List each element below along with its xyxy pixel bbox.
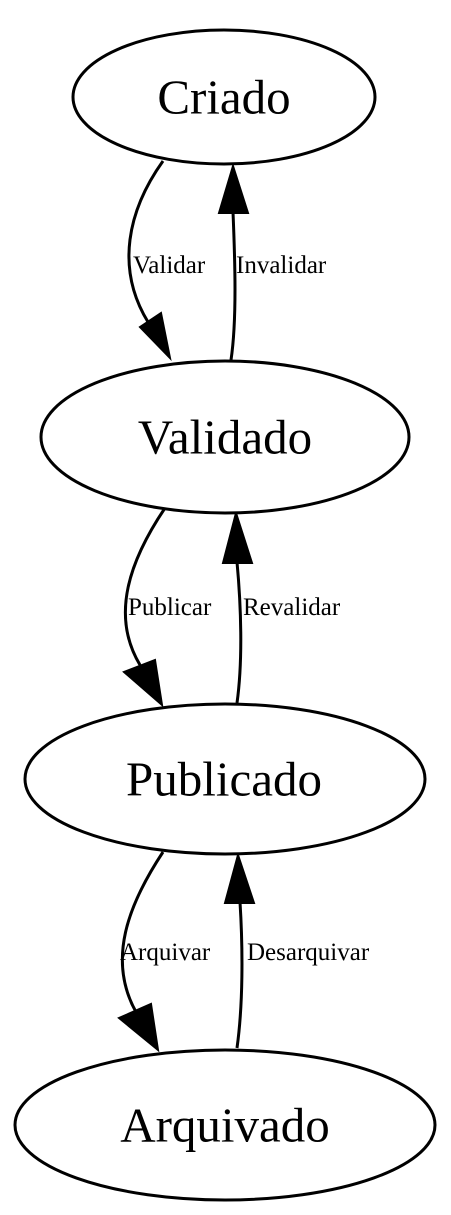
edge-arquivar-label: Arquivar (120, 939, 211, 966)
state-node-arquivado (15, 1050, 435, 1200)
edge-desarquivar-label: Desarquivar (247, 939, 370, 966)
edge-desarquivar-arrowhead (225, 855, 254, 903)
edge-publicar-label: Publicar (128, 594, 212, 621)
edge-arquivar (119, 852, 211, 1050)
edge-invalidar-label: Invalidar (236, 252, 327, 279)
edge-validar (129, 161, 206, 358)
edge-invalidar (219, 166, 327, 360)
edge-validar-arrowhead (140, 313, 170, 358)
state-node-publicado (25, 704, 425, 854)
edge-desarquivar-line (237, 902, 242, 1048)
state-criado-label: Criado (157, 69, 291, 125)
edge-arquivar-line (122, 852, 163, 1012)
edge-publicar-arrowhead (124, 660, 162, 705)
state-arquivado-label: Arquivado (120, 1097, 330, 1153)
state-node-criado (73, 30, 375, 164)
edge-revalidar-arrowhead (223, 513, 252, 563)
edge-validar-line (129, 161, 163, 322)
state-publicado-label: Publicado (126, 751, 322, 807)
edge-revalidar-line (237, 562, 241, 703)
edge-validar-label: Validar (133, 252, 206, 279)
edge-arquivar-arrowhead (119, 1004, 158, 1050)
edge-invalidar-arrowhead (219, 166, 248, 213)
edge-revalidar (223, 513, 341, 703)
state-validado-label: Validado (137, 409, 313, 465)
state-node-validado (41, 361, 409, 513)
edge-publicar (124, 508, 212, 705)
edge-desarquivar (225, 855, 370, 1048)
edge-invalidar-line (231, 212, 235, 360)
edge-publicar-line (125, 508, 165, 665)
edge-revalidar-label: Revalidar (243, 594, 341, 621)
